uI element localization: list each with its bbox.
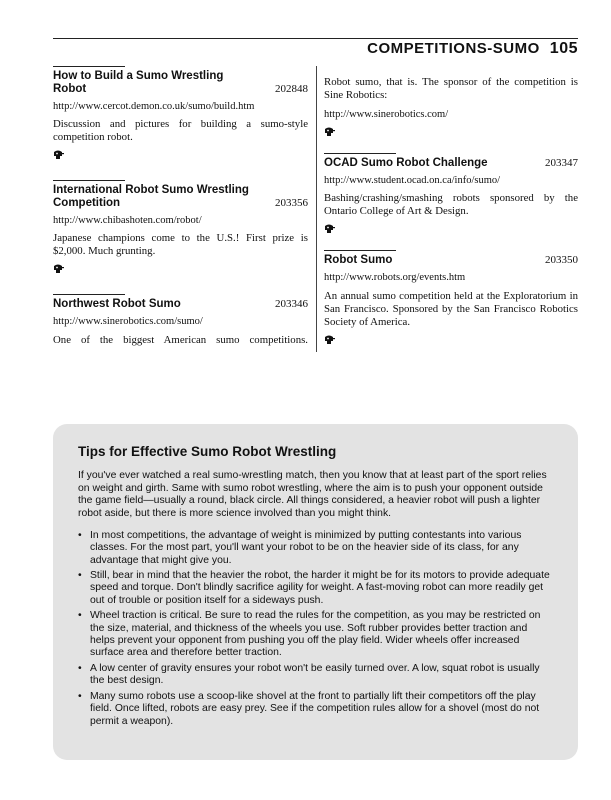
entry-rule [324,250,396,251]
entry-ocad [324,153,578,234]
entry-title-row [53,298,308,311]
tips-list-item [78,610,552,660]
entry-url[interactable]: http://www.sinerobotics.com/ [324,109,449,120]
tips-list-item-text: A low center of gravity ensures your robot won't be easily turned over. A low, squat robot is usually the best design. [90,662,540,687]
entry-nw-sumo [53,294,308,346]
entry-description: Japanese champions come to the U.S.! First prize is $2,000. Much grunting. [53,232,308,258]
entry-title: How to Build a Sumo Wrestling Robot [53,70,224,95]
entry-title: International Robot Sumo Wrestling Competition [53,184,249,210]
section-title: COMPETITIONS-SUMO [367,40,540,57]
tips-list-item-text: Many sumo robots use a scoop-like shovel at the front to partially lift their competitors off the play field. Once lifted, robots are easy prey. See if the competition rules allow for a shovel (most do not permit a weapon). [90,690,540,727]
entry-title-row [324,254,578,267]
right-column [324,66,578,345]
entry-title: OCAD Sumo Robot Challenge [324,157,488,170]
tips-sidebar [53,424,578,760]
left-column [53,66,308,347]
entry-title-row [53,70,308,96]
tips-title: Tips for Effective Sumo Robot Wrestling [78,444,337,459]
robot-head-icon [53,264,64,274]
entry-nw-sumo-continued [324,76,578,137]
robot-head-icon [324,335,335,345]
entry-number: 202848 [275,83,308,95]
bullet: • [78,610,82,622]
entry-description: Discussion and pictures for building a sumo-style competition robot. [53,118,308,144]
robot-head-icon [324,127,335,137]
tips-content [78,444,552,731]
entry-url[interactable]: http://www.sinerobotics.com/sumo/ [53,316,203,328]
entry-title-row [53,184,308,210]
entry-description: Bashing/crashing/smashing robots sponsored by the Ontario College of Art & Design. [324,192,578,218]
column-divider [316,66,317,352]
tips-list-item [78,530,552,567]
entry-intl-sumo [53,180,308,274]
entry-url[interactable]: http://www.student.ocad.on.ca/info/sumo/ [324,175,501,187]
entry-description: An annual sumo competition held at the Exploratorium in San Francisco. Sponsored by the San Francisco Robotics Society of America. [324,289,578,328]
entry-robot-sumo [324,250,578,344]
tips-list-item-text: In most competitions, the advantage of weight is minimized by putting contestants into various classes. For the most part, you'll want your robot to be on the heavier side of its class, for any advantage that might give you. [90,529,522,566]
entry-description: One of the biggest American sumo competitions. [53,333,308,346]
bullet: • [78,570,82,582]
tips-list-item-text: Wheel traction is critical. Be sure to read the rules for the competition, as you may be restricted on the size, material, and thickness of the wheels you use. Soft rubber provides better traction and helps prevent your opponent from pushing you off the play field. Wider wheels offer increased surface area and therefore better traction. [90,610,541,659]
page-number: 105 [549,40,578,57]
tips-list-item [78,691,552,728]
entry-number: 203346 [275,298,308,311]
running-head [367,38,578,60]
entry-title: Northwest Robot Sumo [53,298,181,311]
entry-rule [53,180,125,181]
bullet: • [78,662,82,674]
robot-head-icon [53,150,64,160]
entry-number: 203350 [545,254,578,267]
entry-url[interactable]: http://www.chibashoten.com/robot/ [53,215,202,227]
tips-list-item [78,570,552,607]
entry-title: Robot Sumo [324,254,393,267]
entry-description-continued: Robot sumo, that is. The sponsor of the competition is Sine Robotics: [324,76,578,101]
entry-url[interactable]: http://www.cercot.demon.co.uk/sumo/build.htm [53,101,255,112]
entry-number: 203347 [545,157,578,170]
entry-url[interactable]: http://www.robots.org/events.htm [324,272,466,284]
tips-list [78,530,552,728]
entry-number: 203356 [275,197,308,210]
entry-rule [53,66,125,67]
tips-list-item-text: Still, bear in mind that the heavier the robot, the harder it might be for its motors to provide adequate speed and torque. Don't blindly sacrifice agility for weight. A fast-moving robot can more readily get out of trouble or position itself for a sideways push. [90,570,550,606]
tips-intro: If you've ever watched a real sumo-wrestling match, then you know that at least part of the sport relies on weight and girth. Same with sumo robot wrestling, where the aim is to push your opponent outside the game field—usually a round, black circle. All things considered, a heavier robot will push a lighter robot aside, but there is more science involved than you might think. [78,470,547,520]
tips-list-item [78,663,552,688]
entry-build-sumo [53,66,308,160]
bullet: • [78,529,82,541]
entry-rule [324,153,396,154]
entry-title-row [324,157,578,170]
robot-head-icon [324,224,335,234]
bullet: • [78,690,82,702]
entry-rule [53,294,125,295]
